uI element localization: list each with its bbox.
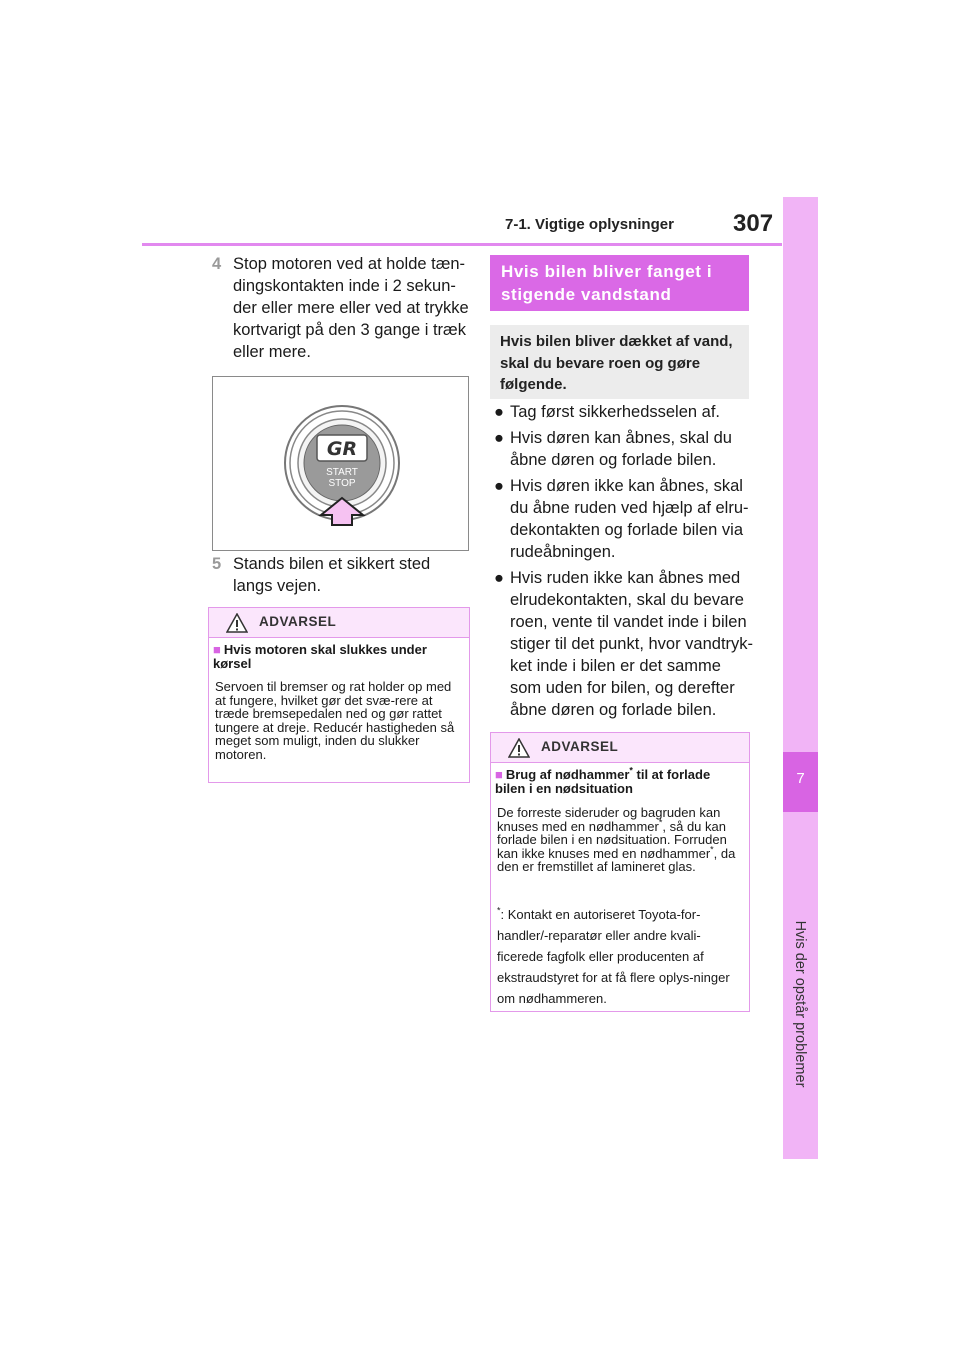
warning-triangle-icon xyxy=(508,738,530,758)
list-item xyxy=(494,401,756,423)
warning-subheading: ■ Hvis motoren skal slukkes under kørsel xyxy=(213,642,427,671)
warning-subheading-text: Hvis motoren skal slukkes under kørsel xyxy=(213,642,427,671)
warning-body: Servoen til bremser og rat holder op med at fungere, hvilket gør det svæ-rere at træde bremsepedalen ned og gør rattet tungere at dreje. Reducér hastigheden så meget som muligt, inden du slukker motoren. xyxy=(215,679,455,762)
warning-header xyxy=(491,733,749,763)
warning-body-part2: , så du kan forlade bilen i en nødsituation. Forruden kan ikke knuses med en nødhammer xyxy=(497,818,727,861)
bullet-dot: ● xyxy=(494,403,504,421)
list-item-text: Hvis døren kan åbnes, skal du åbne døren og forlade bilen. xyxy=(510,429,732,469)
list-item-text: Hvis døren ikke kan åbnes, skal du åbne ruden ved hjælp af elru-dekontakten og forlade bilen via rudeåbningen. xyxy=(510,477,749,561)
bullet-list xyxy=(494,401,756,725)
list-item xyxy=(494,567,756,721)
start-stop-button-illustration xyxy=(213,377,468,550)
list-item-text: Tag først sikkerhedsselen af. xyxy=(510,403,721,421)
warning-body xyxy=(497,806,745,874)
warning-header xyxy=(209,608,469,638)
list-item-text: Hvis ruden ikke kan åbnes med elrudekontakten, skal du bevare roen, vente til vandet inde i bilen stiger til det punkt, hvor vandtryk-ket inde i bilen er det samme som uden for bilen, og derefter åbne døren og forlade bilen. xyxy=(510,569,754,719)
step-4-text: Stop motoren ved at holde tæn-dingskontakten inde i 2 sekun-der eller mere eller ved at trykke kortvarigt på den 3 gange i træk eller mere. xyxy=(233,255,469,361)
button-stop-label: STOP xyxy=(328,478,356,489)
warning-box-emergency-hammer xyxy=(490,732,750,1012)
warning-title: ADVARSEL xyxy=(259,614,337,629)
button-start-label: START xyxy=(326,467,358,478)
footnote-marker: * xyxy=(629,765,633,776)
step-5-text: Stands bilen et sikkert sted langs vejen. xyxy=(233,555,431,595)
warning-triangle-icon xyxy=(226,613,248,633)
footnote-marker: * xyxy=(658,817,663,828)
step-4-number: 4 xyxy=(212,255,222,273)
step-5-number: 5 xyxy=(212,555,222,573)
step-4 xyxy=(212,253,472,365)
chapter-number: 7 xyxy=(796,770,805,787)
warning-box-engine-stop xyxy=(208,607,470,783)
list-item xyxy=(494,475,756,563)
header-rule xyxy=(142,243,782,246)
list-item xyxy=(494,427,756,471)
chapter-title: Hvis der opstår problemer xyxy=(792,920,808,1088)
start-stop-figure xyxy=(212,376,469,551)
warning-body-part3: , da den er fremstillet af lamineret glas. xyxy=(497,845,736,874)
bullet-dot: ● xyxy=(494,569,504,587)
warning-subheading: ■ Brug af nødhammer* til at forlade bilen i en nødsituation xyxy=(495,765,711,796)
footnote-text: : Kontakt en autoriseret Toyota-for-handler/-reparatør eller andre kvali-ficerede fagfolk eller producenten af ekstraudstyret for at få flere oplys-ninger om nødhammeren. xyxy=(497,907,730,1006)
bullet-dot: ● xyxy=(494,429,504,447)
section-banner xyxy=(490,255,749,311)
step-5 xyxy=(212,553,472,599)
footnote xyxy=(497,904,741,1009)
page-number: 307 xyxy=(733,210,774,237)
intro-text: Hvis bilen bliver dækket af vand, skal du bevare roen og gøre følgende. xyxy=(500,333,733,393)
gr-logo: GR xyxy=(326,438,358,460)
intro-box xyxy=(490,325,749,399)
section-title: 7-1. Vigtige oplysninger xyxy=(505,216,674,233)
warning-subheading-part2: til at forlade bilen i en nødsituation xyxy=(495,767,711,796)
bullet-dot: ● xyxy=(494,477,504,495)
warning-title: ADVARSEL xyxy=(541,739,619,754)
footnote-marker: * xyxy=(497,905,501,916)
warning-subheading-part1: Brug af nødhammer xyxy=(505,767,630,782)
footnote-marker: * xyxy=(710,844,714,855)
section-banner-text: Hvis bilen bliver fanget i stigende vandstand xyxy=(501,262,713,304)
warning-body-part1: De forreste sideruder og bagruden kan knuses med en nødhammer xyxy=(497,805,721,834)
